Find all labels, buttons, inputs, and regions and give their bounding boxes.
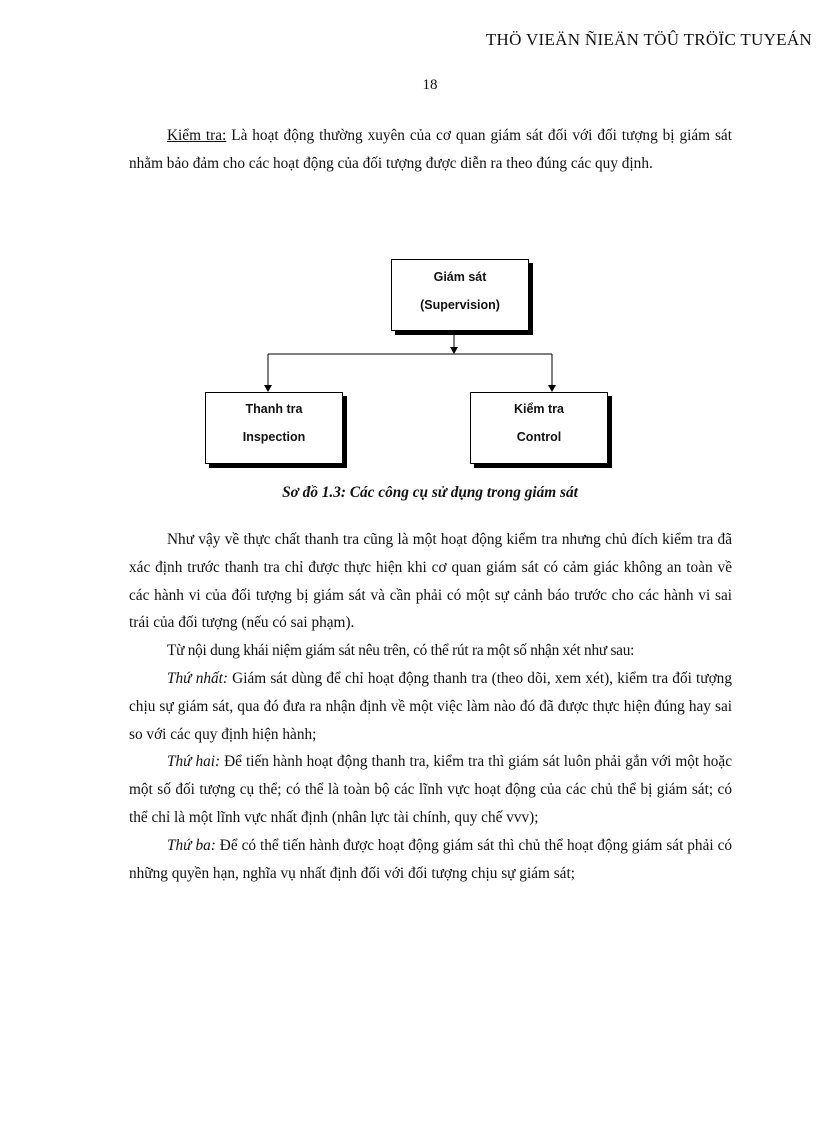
box-title: Thanh tra (245, 402, 303, 416)
diagram-box-inspection (205, 392, 343, 464)
point-text: Để tiến hành hoạt động thanh tra, kiểm tra thì giám sát luôn phải gắn với một hoặc một số đối tượng cụ thể; có thể là toàn bộ các lĩnh vực hoạt động của các chủ thể bị giám sát; có thể chỉ là một lĩnh vực nhất định (nhân lực tài chính, quy chế vvv); (129, 753, 732, 826)
arrow-head (450, 347, 458, 354)
point-label: Thứ nhất: (167, 669, 228, 687)
box-subtitle: Inspection (242, 430, 306, 444)
point-text: Giám sát dùng để chỉ hoạt động thanh tra (theo dõi, xem xét), kiểm tra đối tượng chịu sự giám sát, qua đó đưa ra nhận định về một việc làm nào đó đã được thực hiện đúng hay sai so với các quy định hiện hành; (129, 669, 732, 743)
term-label: Kiểm tra: (167, 127, 227, 144)
box-subtitle: (Supervision) (420, 298, 500, 312)
diagram-box-control (470, 392, 608, 464)
diagram-caption: Sơ đồ 1.3: Các công cụ sử dụng trong giám sát (282, 484, 578, 501)
paragraph (129, 832, 732, 888)
box-title: Kiểm tra (513, 402, 565, 416)
paragraph (129, 122, 732, 178)
paragraph (129, 748, 732, 831)
term-definition: Là hoạt động thường xuyên của cơ quan giám sát đối với đối tượng bị giám sát nhằm bảo đảm cho các hoạt động của đối tượng được diễn ra theo đúng các quy định. (129, 127, 732, 172)
page-number: 18 (422, 77, 438, 93)
box-subtitle: Control (516, 430, 562, 444)
running-header: THÖ VIEÄN ÑIEÄN TÖÛ TRÖÏC TUYEÁN (485, 30, 812, 49)
point-label: Thứ hai: (167, 753, 221, 771)
arrow-head (264, 385, 272, 392)
paragraph: Từ nội dung khái niệm giám sát nêu trên, có thể rút ra một số nhận xét như sau: (167, 642, 635, 660)
body-paragraphs (129, 526, 732, 887)
arrow-head (548, 385, 556, 392)
paragraph: Như vậy về thực chất thanh tra cũng là một hoạt động kiểm tra nhưng chủ đích kiểm tra đã xác định trước thanh tra chỉ được thực hiện khi cơ quan giám sát có cảm giác không an toàn về các hành vi của đối tượng bị giám sát và cần phải có một sự cảnh báo trước cho các hành vi sai trái của đối tượng (nếu có sai phạm). (129, 531, 732, 632)
point-label: Thứ ba: (167, 836, 216, 854)
paragraph (129, 665, 732, 748)
kiem-tra-definition (129, 122, 732, 178)
point-text: Để có thể tiến hành được hoạt động giám sát thì chủ thể hoạt động giám sát phải có những quyền hạn, nghĩa vụ nhất định đối với đối tượng chịu sự giám sát; (129, 836, 733, 882)
box-title: Giám sát (433, 270, 487, 284)
diagram-box-supervision (391, 259, 529, 331)
